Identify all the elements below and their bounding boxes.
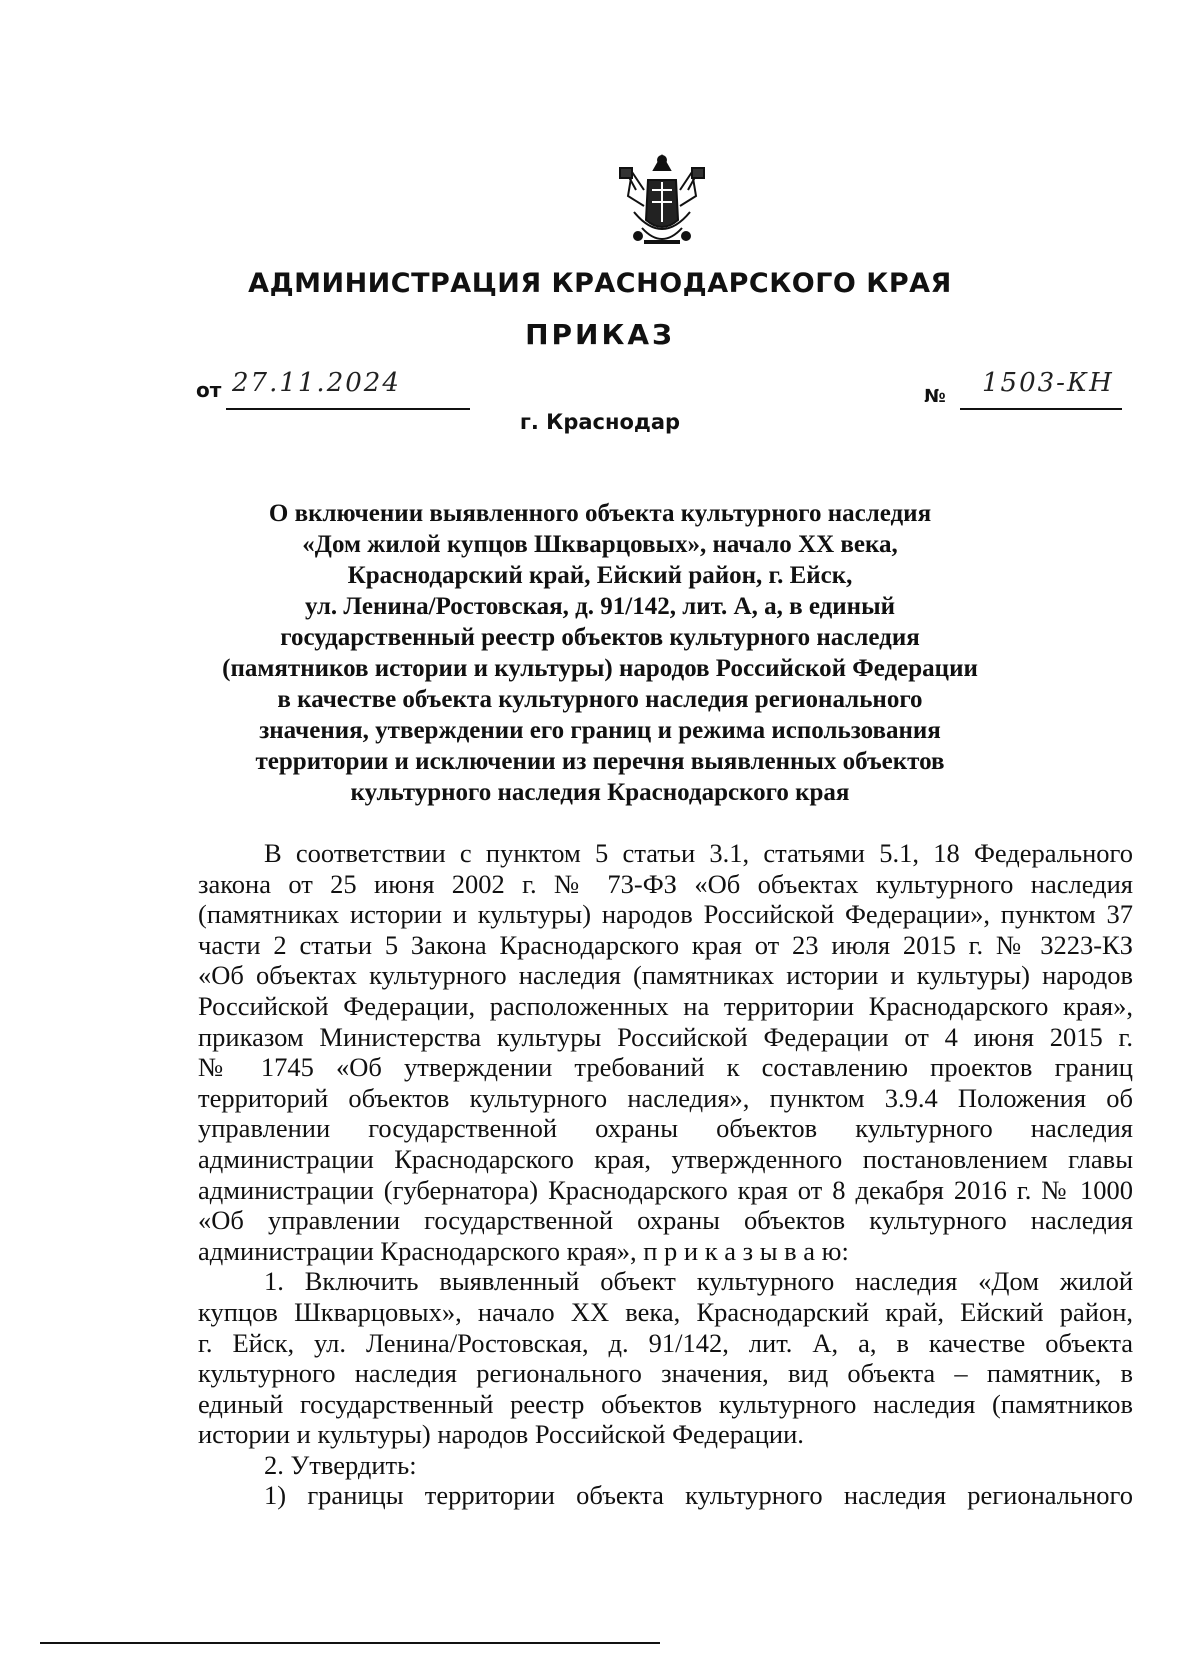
body-line: Российской Федерации, расположенных на территории Краснодарского края», (198, 990, 1133, 1021)
body-line: № 1745 «Об утверждении требований к составлению проектов границ (198, 1052, 1133, 1083)
document-type: ПРИКАЗ (525, 318, 675, 351)
body-line: администрации (губернатора) Краснодарского края от 8 декабря 2016 г. № 1000 (198, 1174, 1133, 1205)
body-line: администрации Краснодарского края, утвержденного постановлением главы (198, 1143, 1133, 1174)
body-line: купцов Шкварцовых», начало XX века, Краснодарский край, Ейский район, (198, 1296, 1133, 1327)
body-line: В соответствии с пунктом 5 статьи 3.1, статьями 5.1, 18 Федерального (264, 838, 1133, 868)
body-line: «Об объектах культурного наследия (памятниках истории и культуры) народов (198, 960, 1133, 991)
title-line: (памятников истории и культуры) народов Российской Федерации (222, 655, 978, 682)
body-line: закона от 25 июня 2002 г. № 73-ФЗ «Об объектах культурного наследия (198, 868, 1133, 899)
document-body (198, 838, 1133, 1511)
body-line: (памятниках истории и культуры) народов Российской Федерации», пунктом 37 (198, 899, 1133, 930)
title-line: О включении выявленного объекта культурного наследия (268, 500, 932, 527)
body-line: культурного наследия регионального значения, вид объекта – памятник, в (198, 1358, 1133, 1389)
body-line: 1. Включить выявленный объект культурного наследия «Дом жилой (264, 1266, 1133, 1297)
body-line: истории и культуры) народов Российской Федерации. (198, 1419, 804, 1450)
body-line: части 2 статьи 5 Закона Краснодарского края от 23 июля 2015 г. № 3223-КЗ (198, 929, 1133, 960)
footer-rule (40, 1642, 660, 1644)
title-line: «Дом жилой купцов Шкварцовых», начало XX века, (302, 531, 898, 558)
body-line: 1) границы территории объекта культурного наследия регионального (264, 1480, 1133, 1511)
city-name: г. Краснодар (519, 410, 681, 434)
number-prefix: № (924, 386, 946, 407)
document-title (200, 498, 1000, 808)
body-line: единый государственный реестр объектов культурного наследия (памятников (198, 1388, 1133, 1419)
coat-of-arms-icon (614, 150, 710, 258)
handwritten-date: 27.11.2024 (232, 368, 401, 398)
body-line: территорий объектов культурного наследия», пунктом 3.9.4 Положения об (198, 1082, 1133, 1113)
body-line: 2. Утвердить: (264, 1449, 417, 1480)
title-line: в качестве объекта культурного наследия регионального (277, 686, 923, 713)
body-line: управлении государственной охраны объектов культурного наследия (198, 1113, 1133, 1144)
title-line: культурного наследия Краснодарского края (350, 779, 850, 806)
title-line: значения, утверждении его границ и режима использования (259, 717, 941, 744)
date-prefix: от (196, 378, 222, 402)
organization-name: АДМИНИСТРАЦИЯ КРАСНОДАРСКОГО КРАЯ (248, 268, 952, 299)
body-line: «Об управлении государственной охраны объектов культурного наследия (198, 1205, 1133, 1236)
title-line: территории и исключении из перечня выявленных объектов (255, 748, 945, 775)
title-line: государственный реестр объектов культурного наследия (280, 624, 920, 651)
title-line: ул. Ленина/Ростовская, д. 91/142, лит. А, а, в единый (304, 593, 895, 620)
body-line: администрации Краснодарского края», п р и к а з ы в а ю: (198, 1235, 849, 1266)
body-line: приказом Министерства культуры Российской Федерации от 4 июня 2015 г. (198, 1021, 1133, 1052)
handwritten-number: 1503-КН (982, 368, 1114, 398)
body-line: г. Ейск, ул. Ленина/Ростовская, д. 91/142, лит. А, а, в качестве объекта (198, 1327, 1133, 1358)
title-line: Краснодарский край, Ейский район, г. Ейск, (347, 562, 853, 589)
